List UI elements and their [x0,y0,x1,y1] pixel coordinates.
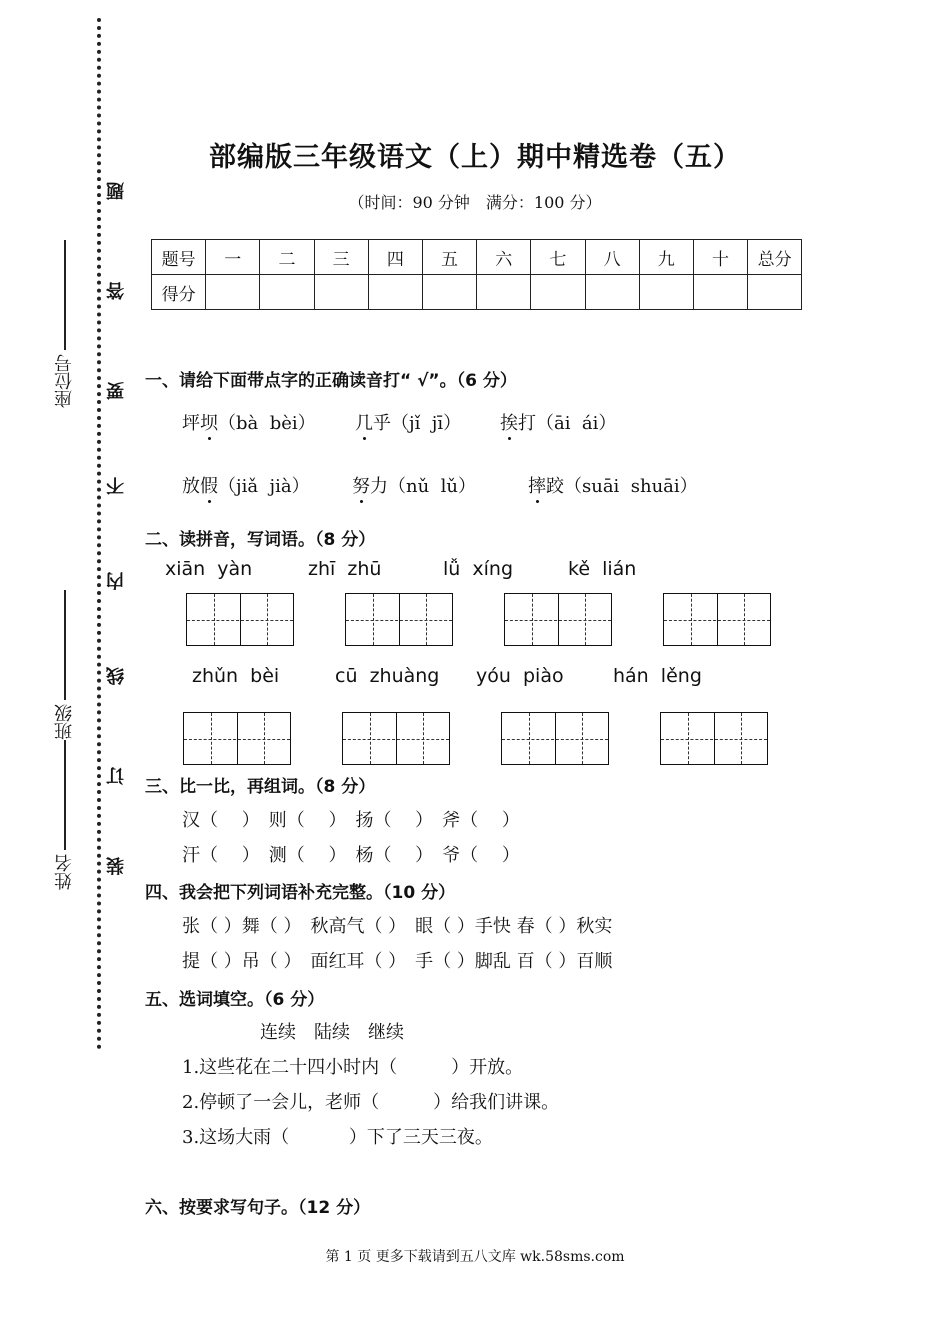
seat-number-label: 座位号 [54,354,75,408]
writing-grid[interactable] [183,712,291,765]
q6-heading: 六、按要求写句子。（12 分） [145,1198,371,1218]
score-header-cell: 四 [368,240,422,275]
score-cell[interactable] [260,275,314,310]
score-table [151,239,802,310]
pinyin-label: zhǔn bèi [192,665,280,687]
name-underline [64,740,66,850]
seat-number-field[interactable] [52,240,78,408]
writing-grid[interactable] [342,712,450,765]
pinyin-label: kě lián [568,558,637,580]
score-cell[interactable] [314,275,368,310]
score-header-cell: 十 [693,240,747,275]
score-header-cell: 三 [314,240,368,275]
q1-item: 挨打（āi ái） [500,413,617,434]
score-header-cell: 二 [260,240,314,275]
exam-subtitle: （时间：90 分钟 满分：100 分） [348,193,602,212]
pinyin-label: lǚ xíng [443,558,514,580]
side-label-ding: 订 [106,765,127,785]
score-header-cell: 总分 [748,240,802,275]
score-header-cell: 八 [585,240,639,275]
q1-item: 几乎（jǐ jī） [355,413,462,434]
score-table-score-row [152,275,802,310]
writing-grid[interactable] [345,593,453,646]
score-row-label: 得分 [152,275,206,310]
score-header-cell: 七 [531,240,585,275]
score-cell[interactable] [477,275,531,310]
q5-heading: 五、选词填空。（6 分） [145,990,325,1010]
q5-sentence: 2.停顿了一会儿，老师（ ）给我们讲课。 [182,1092,560,1113]
score-cell[interactable] [693,275,747,310]
q4-heading: 四、我会把下列词语补充完整。（10 分） [145,883,456,903]
writing-grid[interactable] [186,593,294,646]
q2-heading: 二、读拼音，写词语。（8 分） [145,530,376,550]
score-cell[interactable] [422,275,476,310]
pinyin-label: zhī zhū [308,558,382,580]
page-footer: 第 1 页 更多下载请到五八文库 wk.58sms.com [325,1249,625,1265]
q5-sentence: 3.这场大雨（ ）下了三天三夜。 [182,1127,493,1148]
page-title: 部编版三年级语文（上）期中精选卷（五） [209,142,741,173]
q5-sentence: 1.这些花在二十四小时内（ ）开放。 [182,1057,524,1078]
score-cell[interactable] [639,275,693,310]
side-label-nei: 内 [106,570,127,590]
score-header-cell: 九 [639,240,693,275]
class-label: 班级 [54,704,75,740]
score-cell[interactable] [531,275,585,310]
q1-item: 摔跤（suāi shuāi） [528,476,698,497]
q3-line: 汗（ ） 测（ ） 杨（ ） 爷（ ） [182,845,520,866]
score-cell[interactable] [206,275,260,310]
q4-line: 提（ ）吊（ ） 面红耳（ ） 手（ ）脚乱 百（ ）百顺 [182,951,613,972]
q3-heading: 三、比一比，再组词。（8 分） [145,777,376,797]
score-header-cell: 六 [477,240,531,275]
q1-item: 坪坝（bà bèi） [182,413,316,434]
score-header-cell: 五 [422,240,476,275]
class-underline [64,590,66,700]
side-label-zhuang: 装 [106,855,127,875]
pinyin-label: xiān yàn [165,558,253,580]
score-table-header-row [152,240,802,275]
score-header-cell: 题号 [152,240,206,275]
q1-heading: 一、请给下面带点字的正确读音打“ √”。（6 分） [145,371,517,391]
score-cell[interactable] [368,275,422,310]
name-label: 姓名 [54,854,75,890]
name-field[interactable] [52,740,78,890]
pinyin-label: yóu piào [476,665,564,687]
q5-word-choices: 连续 陆续 继续 [260,1022,404,1043]
writing-grid[interactable] [660,712,768,765]
score-cell[interactable] [748,275,802,310]
q1-item: 努力（nǔ lǔ） [352,476,476,497]
q4-line: 张（ ）舞（ ） 秋高气（ ） 眼（ ）手快 春（ ）秋实 [182,916,613,937]
q3-line: 汉（ ） 则（ ） 扬（ ） 斧（ ） [182,810,520,831]
score-header-cell: 一 [206,240,260,275]
side-label-xian: 线 [106,665,127,685]
pinyin-label: cū zhuàng [335,665,440,687]
side-label-bu: 不 [106,475,127,495]
writing-grid[interactable] [663,593,771,646]
side-label-ti: 题 [106,180,127,200]
side-label-da: 答 [106,280,127,300]
q1-item: 放假（jiǎ jià） [182,476,310,497]
writing-grid[interactable] [504,593,612,646]
pinyin-label: hán lěng [613,665,702,687]
seat-number-underline [64,240,66,350]
writing-grid[interactable] [501,712,609,765]
class-field[interactable] [52,590,78,740]
score-cell[interactable] [585,275,639,310]
side-label-yao: 要 [106,380,127,400]
